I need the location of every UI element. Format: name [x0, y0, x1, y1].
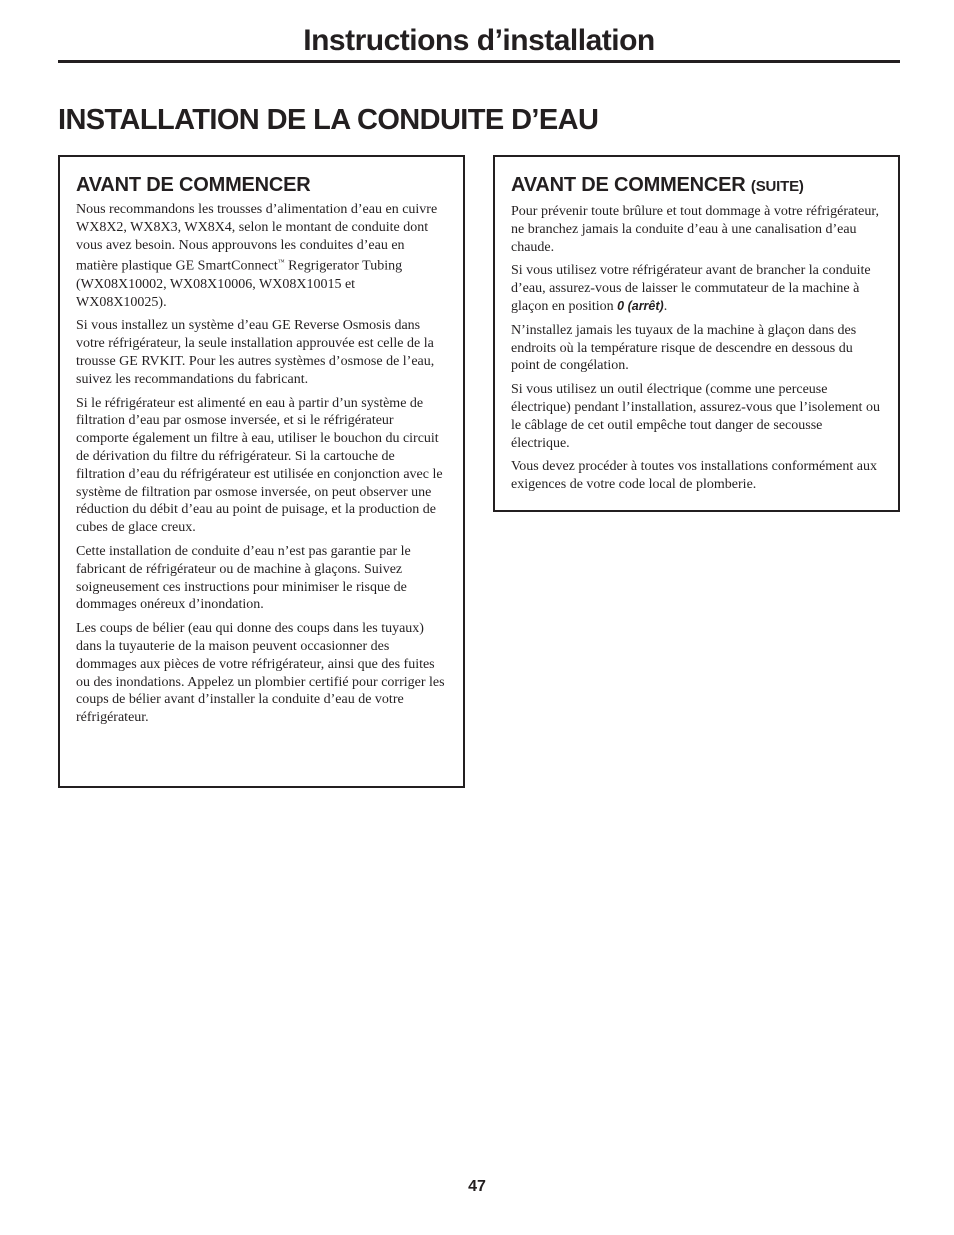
paragraph-power-tool: Si vous utilisez un outil électrique (comme une perceuse électrique) pendant l’installation, assurez-vous que l’isolement ou le câblage de cet outil empêche tout danger de secousse électrique. [511, 382, 880, 451]
paragraph-water-hammer: Les coups de bélier (eau qui donne des coups dans les tuyaux) dans la tuyauterie de la maison peuvent occasionner des dommages aux pièces de votre réfrigérateur, ainsi que des fuites ou des inondations. Appelez un plombier certifié pour corriger les coups de bélier avant d’installer la conduite d’eau de votre réfrigérateur. [76, 621, 445, 726]
paragraph-ice-maker-switch [511, 262, 882, 315]
paragraph-tubing-kits [76, 201, 447, 311]
heading-suffix: (SUITE) [750, 178, 804, 195]
paragraph-filtration: Si le réfrigérateur est alimenté en eau à partir d’un système de filtration d’eau par osmose inversée, et si le réfrigérateur comporte également un filtre à eau, utiliser le bouchon du circuit de dérivation du filtre du réfrigérateur. Si la cartouche de filtration d’eau du réfrigérateur est utilisée en conjonction avec le système de filtration par osmose inversée, on peut observer une réduction du débit d’eau au point de puisage, et la production de cubes de glace creux. [76, 395, 443, 536]
paragraph-plumbing-code: Vous devez procéder à toutes vos installations conformément aux exigences de votre code local de plomberie. [511, 459, 877, 493]
box-heading [511, 171, 882, 201]
paragraph-freezing: N’installez jamais les tuyaux de la machine à glaçon dans des endroits où la température risque de descendre en dessous du point de congélation. [511, 322, 857, 374]
paragraph-hot-water: Pour prévenir toute brûlure et tout dommage à votre réfrigérateur, ne branchez jamais la conduite d’eau à une canalisation d’eau chaude. [511, 204, 879, 255]
page-number: 47 [468, 1178, 486, 1195]
paragraph-text: Nous recommandons les trousses d’alimentation d’eau en cuivre WX8X2, WX8X3, WX8X4, selon le montant de conduite dont vous avez besoin. Nous approuvons les conduites d’eau en matière plastique GE SmartConnect [76, 202, 438, 275]
heading-text: AVANT DE COMMENCER [511, 174, 746, 196]
before-you-begin-box [58, 155, 465, 788]
off-position-label: 0 (arrêt) [617, 298, 664, 313]
page-header [58, 22, 900, 63]
before-you-begin-continued-box [493, 155, 900, 512]
paragraph-reverse-osmosis: Si vous installez un système d’eau GE Reverse Osmosis dans votre réfrigérateur, la seule installation approuvée est celle de la trousse GE RVKIT. Pour les autres systèmes d’osmose de l’eau, suivez les recommandations du fabricant. [76, 318, 435, 387]
paragraph-text: . [663, 298, 668, 314]
paragraph-text: Regrigerator Tubing (WX08X10002, WX08X10006, WX08X10015 et WX08X10025). [76, 259, 403, 310]
trademark-mark: ™ [277, 258, 285, 267]
paragraph-warranty: Cette installation de conduite d’eau n’est pas garantie par le fabricant de réfrigérateur ou de machine à glaçons. Suivez soigneusement ces instructions pour minimiser le risque de dommages onéreux d’inondation. [76, 544, 411, 613]
header-title: Instructions d’installation [303, 24, 655, 57]
section-title: INSTALLATION DE LA CONDUITE D’EAU [58, 104, 599, 136]
paragraph-text: Si vous utilisez votre réfrigérateur avant de brancher la conduite d’eau, assurez-vous de laisser le commutateur de la machine à glaçon en position [511, 263, 871, 314]
box-heading: AVANT DE COMMENCER [76, 174, 311, 196]
